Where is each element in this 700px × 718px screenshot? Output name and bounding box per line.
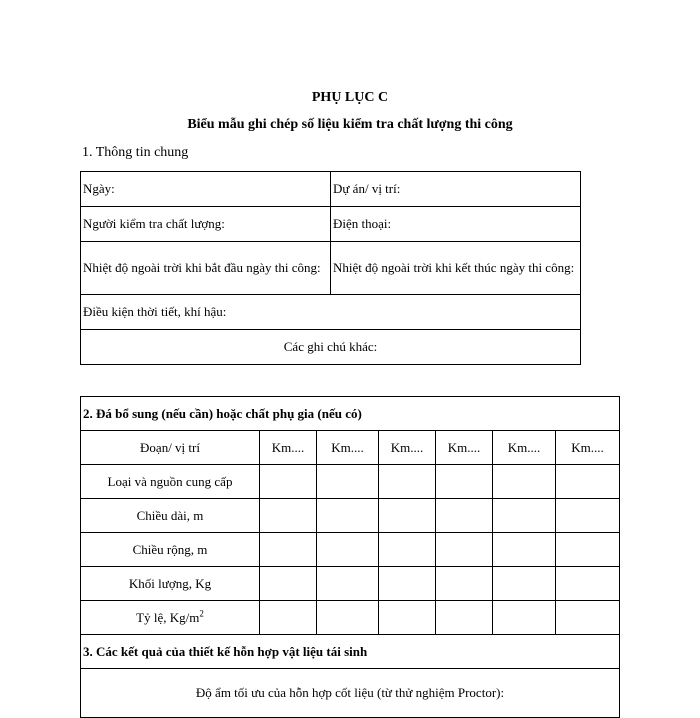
ratio-label-text: Tỷ lệ, Kg/m — [136, 609, 200, 625]
km-column-header: Km.... — [493, 431, 556, 465]
row-label-length: Chiều dài, m — [81, 499, 260, 533]
data-cell — [493, 465, 556, 499]
data-cell — [260, 499, 317, 533]
weather-field: Điều kiện thời tiết, khí hậu: — [81, 295, 581, 330]
table-row — [81, 242, 581, 295]
km-column-header: Km.... — [436, 431, 493, 465]
data-cell — [317, 465, 379, 499]
km-column-header: Km.... — [260, 431, 317, 465]
data-cell — [493, 567, 556, 601]
table-row — [81, 330, 581, 365]
data-cell — [556, 465, 620, 499]
data-cell — [493, 601, 556, 635]
data-cell — [260, 567, 317, 601]
data-cell — [379, 533, 436, 567]
data-cell — [379, 567, 436, 601]
data-cell — [493, 499, 556, 533]
moisture-field: Độ ẩm tối ưu của hỗn hợp cốt liệu (từ thử nghiệm Proctor): — [81, 669, 620, 718]
table-row — [81, 601, 620, 635]
data-cell — [317, 567, 379, 601]
data-cell — [436, 567, 493, 601]
table-row — [81, 295, 581, 330]
data-cell — [317, 499, 379, 533]
location-label: Đoạn/ vị trí — [81, 431, 260, 465]
temp-end-field: Nhiệt độ ngoài trời khi kết thúc ngày thi công: — [331, 242, 581, 295]
row-label-source: Loại và nguồn cung cấp — [81, 465, 260, 499]
section3-header: 3. Các kết quả của thiết kế hỗn hợp vật liệu tái sinh — [81, 635, 620, 669]
general-info-table — [80, 171, 581, 365]
table-row — [81, 207, 581, 242]
row-label-width: Chiều rộng, m — [81, 533, 260, 567]
data-cell — [379, 465, 436, 499]
table-row — [81, 669, 620, 718]
data-cell — [556, 533, 620, 567]
phone-field: Điện thoại: — [331, 207, 581, 242]
data-cell — [556, 499, 620, 533]
table-row — [81, 499, 620, 533]
km-column-header: Km.... — [556, 431, 620, 465]
ratio-superscript: 2 — [199, 608, 204, 619]
data-cell — [260, 601, 317, 635]
table-row — [81, 465, 620, 499]
data-cell — [260, 533, 317, 567]
inspector-field: Người kiểm tra chất lượng: — [81, 207, 331, 242]
data-cell — [436, 465, 493, 499]
km-column-header: Km.... — [379, 431, 436, 465]
data-cell — [379, 499, 436, 533]
table-row — [81, 533, 620, 567]
data-cell — [436, 601, 493, 635]
project-field: Dự án/ vị trí: — [331, 172, 581, 207]
data-cell — [317, 533, 379, 567]
data-cell — [436, 533, 493, 567]
table-row — [81, 635, 620, 669]
table-row — [81, 567, 620, 601]
date-field: Ngày: — [81, 172, 331, 207]
notes-field: Các ghi chú khác: — [81, 330, 581, 365]
data-cell — [556, 601, 620, 635]
appendix-title: PHỤ LỤC C — [311, 90, 389, 105]
data-cell — [379, 601, 436, 635]
additive-table — [80, 396, 620, 718]
temp-start-field: Nhiệt độ ngoài trời khi bắt đầu ngày thi công: — [81, 242, 331, 295]
data-cell — [556, 567, 620, 601]
data-cell — [317, 601, 379, 635]
table-row — [81, 431, 620, 465]
table-row — [81, 397, 620, 431]
data-cell — [436, 499, 493, 533]
table-row — [81, 172, 581, 207]
data-cell — [260, 465, 317, 499]
row-label-ratio — [81, 601, 260, 635]
form-subtitle: Biểu mẫu ghi chép số liệu kiểm tra chất lượng thi công — [187, 117, 513, 132]
row-label-weight: Khối lượng, Kg — [81, 567, 260, 601]
section2-header: 2. Đá bổ sung (nếu cần) hoặc chất phụ gia (nếu có) — [81, 397, 620, 431]
km-column-header: Km.... — [317, 431, 379, 465]
section1-label: 1. Thông tin chung — [82, 145, 189, 160]
data-cell — [493, 533, 556, 567]
